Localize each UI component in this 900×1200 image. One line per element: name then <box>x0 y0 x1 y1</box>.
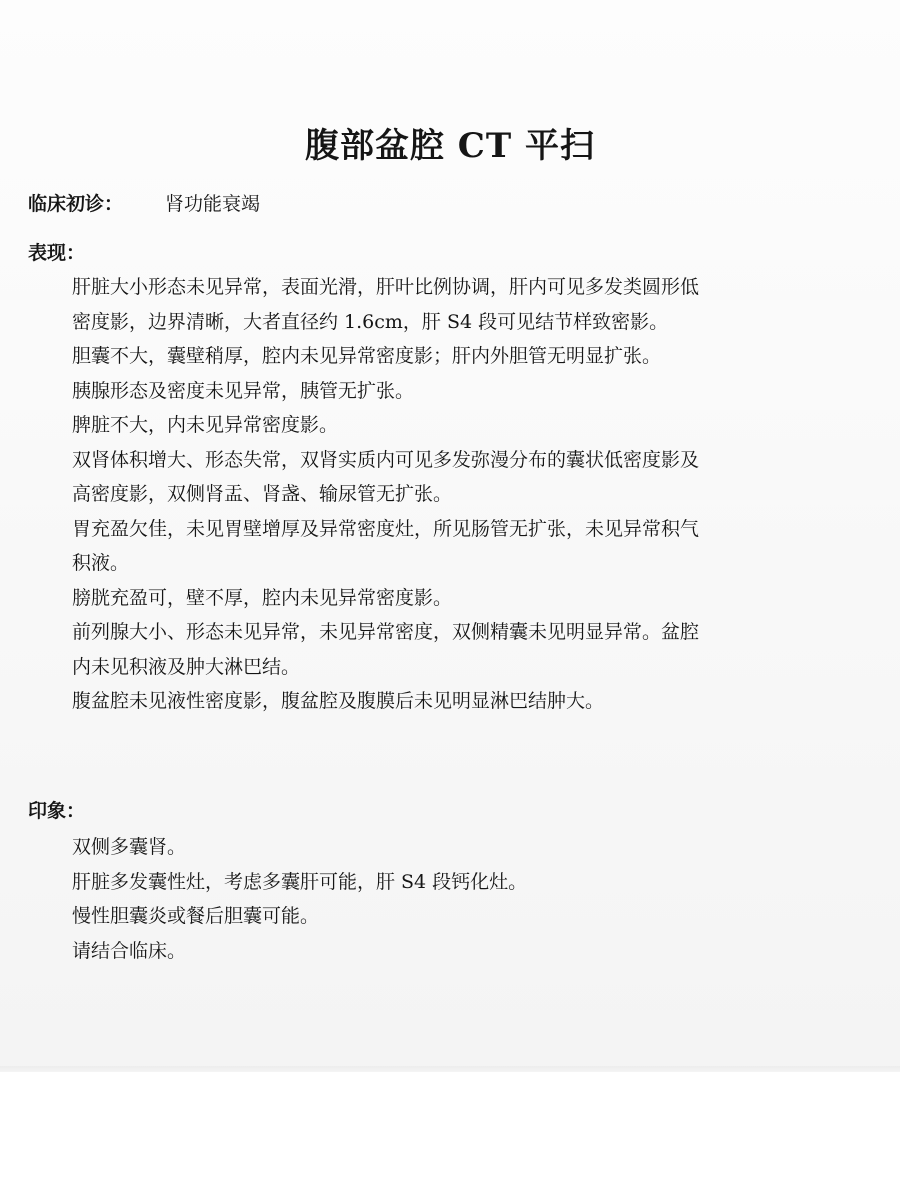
findings-line: 双肾体积增大、形态失常，双肾实质内可见多发弥漫分布的囊状低密度影及 <box>72 448 700 471</box>
impression-line: 肝脏多发囊性灶，考虑多囊肝可能，肝 S4 段钙化灶。 <box>72 870 528 893</box>
findings-line: 内未见积液及肿大淋巴结。 <box>72 655 301 678</box>
findings-line: 前列腺大小、形态未见异常，未见异常密度，双侧精囊未见明显异常。盆腔 <box>72 621 700 643</box>
findings-line: 积液。 <box>72 552 130 574</box>
impression-line: 请结合临床。 <box>72 939 187 962</box>
impression-line: 双侧多囊肾。 <box>72 836 187 858</box>
findings-section <box>72 270 872 719</box>
findings-line: 脾脏不大，内未见异常密度影。 <box>72 414 339 436</box>
findings-line: 腹盆腔未见液性密度影，腹盆腔及腹膜后未见明显淋巴结肿大。 <box>72 690 605 712</box>
findings-label: 表现： <box>28 242 86 264</box>
impression-label: 印象： <box>28 800 86 822</box>
findings-line: 胃充盈欠佳，未见胃壁增厚及异常密度灶，所见肠管无扩张，未见异常积气 <box>72 517 700 540</box>
findings-line: 高密度影，双侧肾盂、肾盏、输尿管无扩张。 <box>72 483 453 505</box>
impression-line: 慢性胆囊炎或餐后胆囊可能。 <box>72 905 320 927</box>
clinical-diagnosis-label: 临床初诊： <box>28 193 124 215</box>
report-title: 腹部盆腔 CT 平扫 <box>304 126 596 166</box>
findings-line: 肝脏大小形态未见异常，表面光滑，肝叶比例协调，肝内可见多发类圆形低 <box>72 276 700 298</box>
clinical-diagnosis-value: 肾功能衰竭 <box>165 193 261 215</box>
impression-section <box>72 830 852 968</box>
findings-line: 密度影，边界清晰，大者直径约 1.6cm，肝 S4 段可见结节样致密影。 <box>72 310 669 333</box>
findings-line: 膀胱充盈可，壁不厚，腔内未见异常密度影。 <box>72 586 453 609</box>
findings-line: 胰腺形态及密度未见异常，胰管无扩张。 <box>72 379 415 402</box>
findings-line: 胆囊不大，囊壁稍厚，腔内未见异常密度影；肝内外胆管无明显扩张。 <box>72 345 662 367</box>
